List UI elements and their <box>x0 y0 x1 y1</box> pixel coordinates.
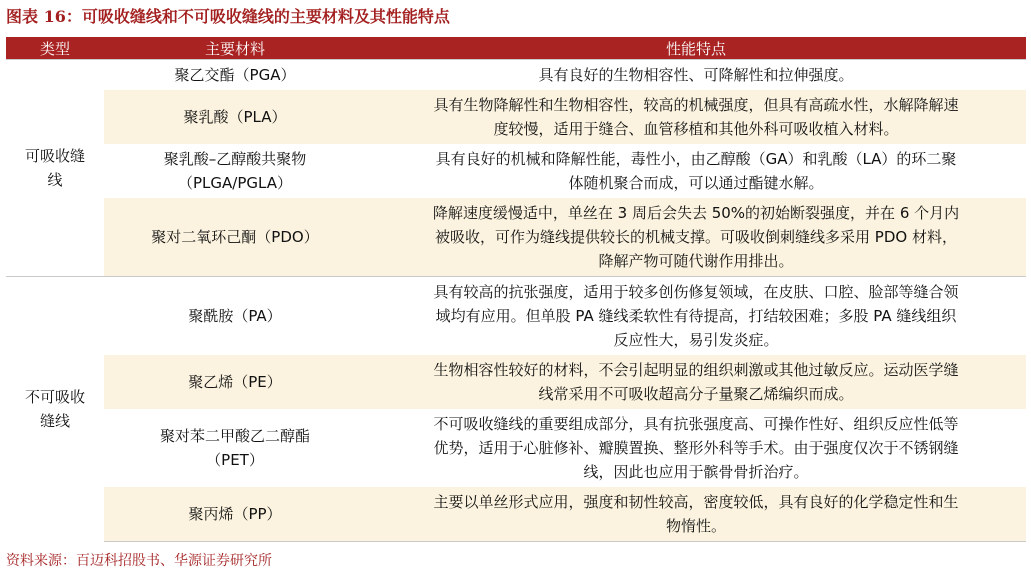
features-cell: 具有良好的生物相容性、可降解性和拉伸强度。 <box>366 60 1026 91</box>
table-row <box>6 198 1026 277</box>
source-note: 资料来源：百迈科招股书、华源证券研究所 <box>6 553 272 569</box>
materials-table <box>6 37 1026 542</box>
features-cell: 降解速度缓慢适中，单丝在 3 周后会失去 50%的初始断裂强度，并在 6 个月内 被吸收，可作为缝线提供较长的机械支撑。可吸收倒刺缝线多采用 PDO 材料， 降解产物可随代谢作用排出。 <box>366 198 1026 277</box>
material-cell: 聚乳酸–乙醇酸共聚物 （PLGA/PGLA） <box>104 144 366 198</box>
features-cell: 具有较高的抗张强度，适用于较多创伤修复领域，在皮肤、口腔、脸部等缝合领 域均有应用。但单股 PA 缝线柔软性有待提高，打结较困难；多股 PA 缝线组织 反应性大，易引发炎症。 <box>366 277 1026 356</box>
table-row <box>6 90 1026 144</box>
table-row <box>6 487 1026 542</box>
features-cell: 生物相容性较好的材料，不会引起明显的组织刺激或其他过敏反应。运动医学缝 线常采用不可吸收超高分子量聚乙烯编织而成。 <box>366 355 1026 409</box>
header-features: 性能特点 <box>366 37 1026 60</box>
features-cell: 具有生物降解性和生物相容性，较高的机械强度，但具有高疏水性，水解降解速 度较慢，适用于缝合、血管移植和其他外科可吸收植入材料。 <box>366 90 1026 144</box>
material-cell: 聚乳酸（PLA） <box>104 90 366 144</box>
type-cell-absorbable: 可吸收缝 线 <box>6 60 104 277</box>
table-row <box>6 144 1026 198</box>
features-cell: 具有良好的机械和降解性能，毒性小，由乙醇酸（GA）和乳酸（LA）的环二聚 体随机聚合而成，可以通过酯键水解。 <box>366 144 1026 198</box>
header-type: 类型 <box>6 37 104 60</box>
type-cell-nonabsorbable: 不可吸收 缝线 <box>6 277 104 542</box>
material-cell: 聚酰胺（PA） <box>104 277 366 356</box>
material-cell: 聚乙烯（PE） <box>104 355 366 409</box>
table-header-row <box>6 37 1026 60</box>
features-cell: 不可吸收缝线的重要组成部分，具有抗张强度高、可操作性好、组织反应性低等 优势，适用于心脏修补、瓣膜置换、整形外科等手术。由于强度仅次于不锈钢缝 线，因此也应用于髌骨骨折治疗。 <box>366 409 1026 487</box>
material-cell: 聚乙交酯（PGA） <box>104 60 366 91</box>
figure-title: 图表 16：可吸收缝线和不可吸收缝线的主要材料及其性能特点 <box>6 7 450 26</box>
material-cell: 聚丙烯（PP） <box>104 487 366 542</box>
table-row <box>6 60 1026 91</box>
material-cell: 聚对二氧环己酮（PDO） <box>104 198 366 277</box>
table-row <box>6 355 1026 409</box>
features-cell: 主要以单丝形式应用，强度和韧性较高，密度较低，具有良好的化学稳定性和生 物惰性。 <box>366 487 1026 542</box>
table-row <box>6 277 1026 356</box>
material-cell: 聚对苯二甲酸乙二醇酯 （PET） <box>104 409 366 487</box>
table-row <box>6 409 1026 487</box>
header-material: 主要材料 <box>104 37 366 60</box>
